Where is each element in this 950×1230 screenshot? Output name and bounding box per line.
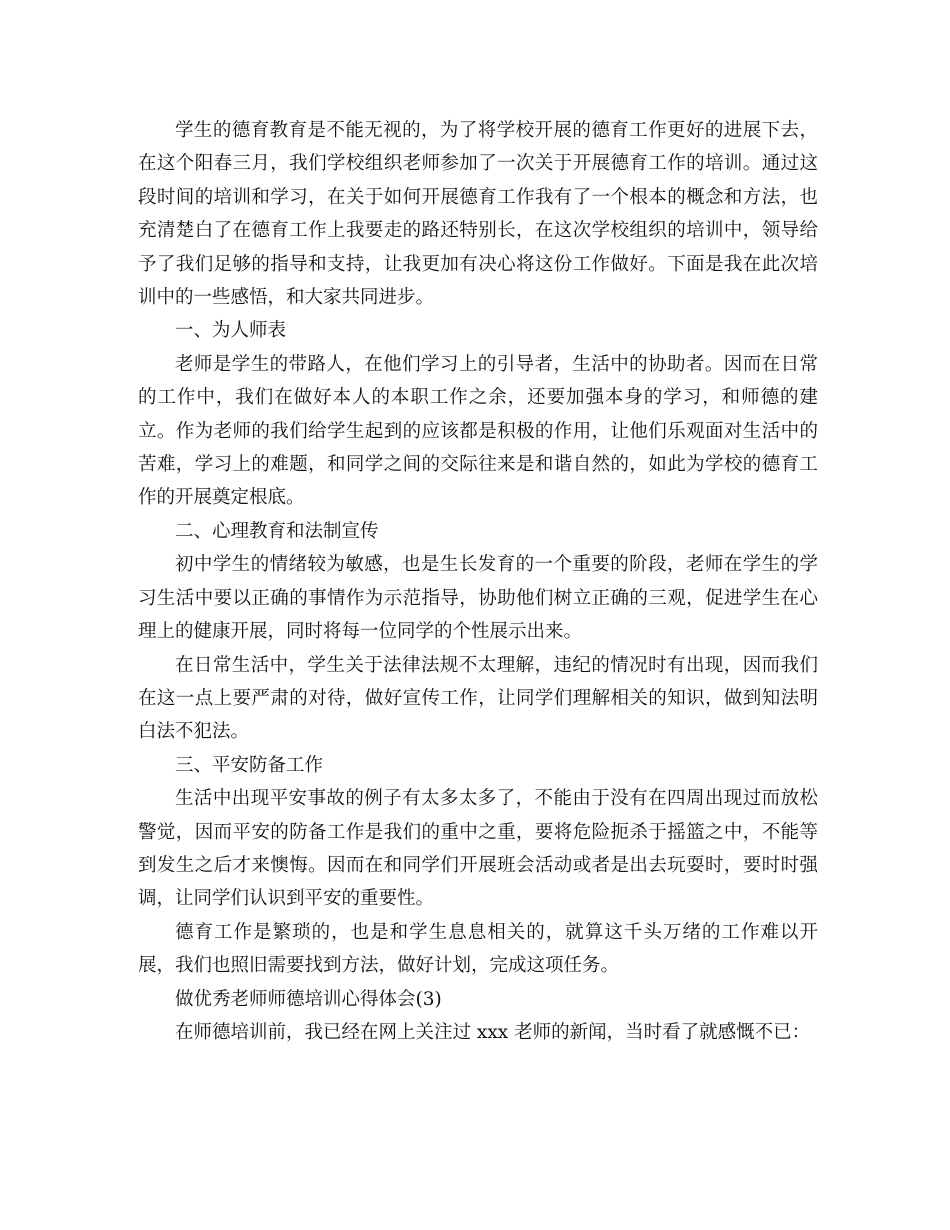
article3-paragraph-1: 在师德培训前，我已经在网上关注过 xxx 老师的新闻，当时看了就感慨不已：	[175, 1021, 811, 1043]
section-heading-1: 一、为人师表	[175, 320, 287, 342]
section3-paragraph-1: 生活中出现平安事故的例子有太多太多了，不能由于没有在四周出现过而放松警觉，因而平安的防备工作是我们的重中之重，要将危险扼杀于摇篮之中，不能等到发生之后才来懊悔。因而在和同学们开展班会活动或者是出去玩耍时，要时时强调，让同学们认识到平安的重要性。	[138, 788, 818, 910]
section2-paragraph-1: 初中学生的情绪较为敏感，也是生长发育的一个重要的阶段，老师在学生的学习生活中要以正确的事情作为示范指导，协助他们树立正确的三观，促进学生在心理上的健康开展，同时将每一位同学的个性展示出来。	[138, 554, 818, 643]
section-heading-3: 三、平安防备工作	[175, 754, 324, 776]
document-body	[138, 114, 818, 1049]
article-title-3: 做优秀老师师德培训心得体会(3)	[175, 988, 442, 1010]
section3-paragraph-2: 德育工作是繁琐的，也是和学生息息相关的，就算这千头万绪的工作难以开展，我们也照旧需要找到方法，做好计划，完成这项任务。	[138, 921, 818, 977]
section-heading-2: 二、心理教育和法制宣传	[175, 520, 379, 542]
section1-paragraph-1: 老师是学生的带路人，在他们学习上的引导者，生活中的协助者。因而在日常的工作中，我们在做好本人的本职工作之余，还要加强本身的学习，和师德的建立。作为老师的我们给学生起到的应该都是积极的作用，让他们乐观面对生活中的苦难，学习上的难题，和同学之间的交际往来是和谐自然的，如此为学校的德育工作的开展奠定根底。	[138, 353, 818, 509]
section2-paragraph-2: 在日常生活中，学生关于法律法规不太理解，违纪的情况时有出现，因而我们在这一点上要严肃的对待，做好宣传工作，让同学们理解相关的知识，做到知法明白法不犯法。	[138, 654, 818, 743]
intro-paragraph: 学生的德育教育是不能无视的，为了将学校开展的德育工作更好的进展下去，在这个阳春三月，我们学校组织老师参加了一次关于开展德育工作的培训。通过这段时间的培训和学习，在关于如何开展德育工作我有了一个根本的概念和方法，也充清楚白了在德育工作上我要走的路还特别长，在这次学校组织的培训中，领导给予了我们足够的指导和支持，让我更加有决心将这份工作做好。下面是我在此次培训中的一些感悟，和大家共同进步。	[138, 120, 818, 309]
